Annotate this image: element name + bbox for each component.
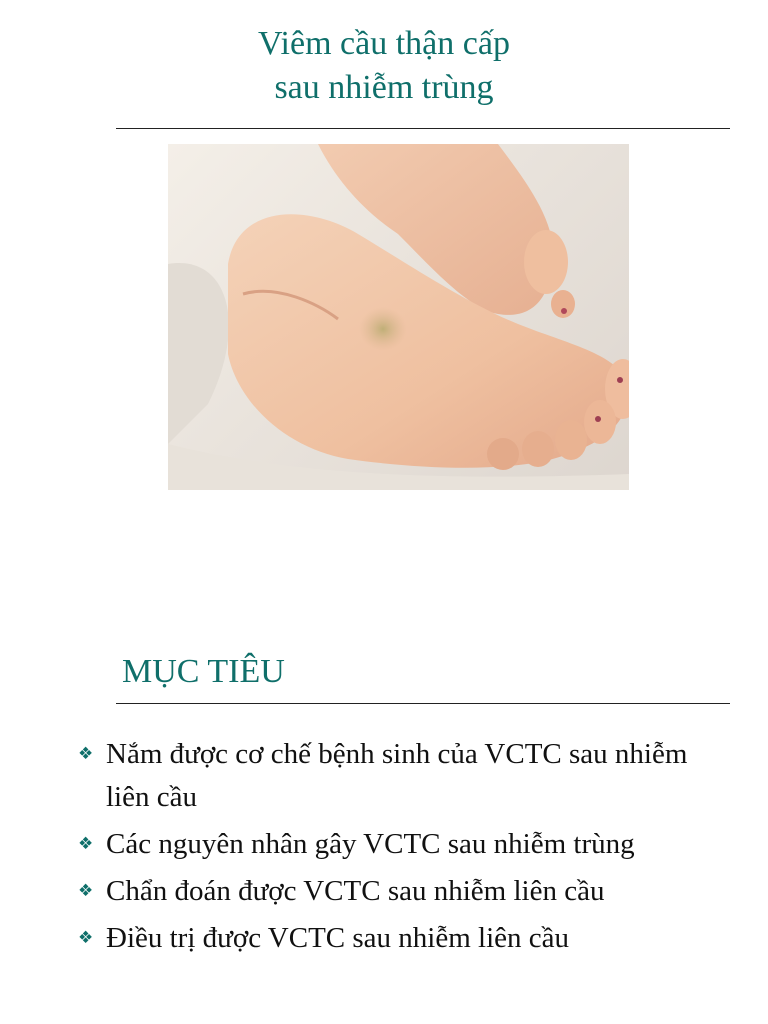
diamond-bullet-icon: ❖ bbox=[78, 881, 94, 901]
objective-text: Các nguyên nhân gây VCTC sau nhiễm trùng bbox=[106, 828, 635, 860]
objective-text: Điều trị được VCTC sau nhiễm liên cầu bbox=[106, 922, 570, 954]
slide-title-line-2: sau nhiễm trùng bbox=[274, 69, 494, 106]
objectives-list bbox=[78, 733, 728, 964]
slide-title bbox=[0, 22, 768, 110]
section-title: MỤC TIÊU bbox=[122, 653, 285, 690]
section-divider bbox=[116, 703, 730, 704]
list-item bbox=[78, 917, 728, 960]
list-item bbox=[78, 870, 728, 913]
list-item bbox=[78, 823, 728, 866]
slide-title-line-1: Viêm cầu thận cấp bbox=[258, 25, 510, 62]
diamond-bullet-icon: ❖ bbox=[78, 834, 94, 854]
diamond-bullet-icon: ❖ bbox=[78, 928, 94, 948]
diamond-bullet-icon: ❖ bbox=[78, 744, 94, 764]
objective-text: Chẩn đoán được VCTC sau nhiễm liên cầu bbox=[106, 875, 605, 907]
swollen-feet-photo bbox=[168, 144, 629, 490]
objective-text: Nắm được cơ chế bệnh sinh của VCTC sau nhiễm liên cầu bbox=[106, 738, 688, 813]
list-item bbox=[78, 733, 728, 819]
title-divider bbox=[116, 128, 730, 129]
